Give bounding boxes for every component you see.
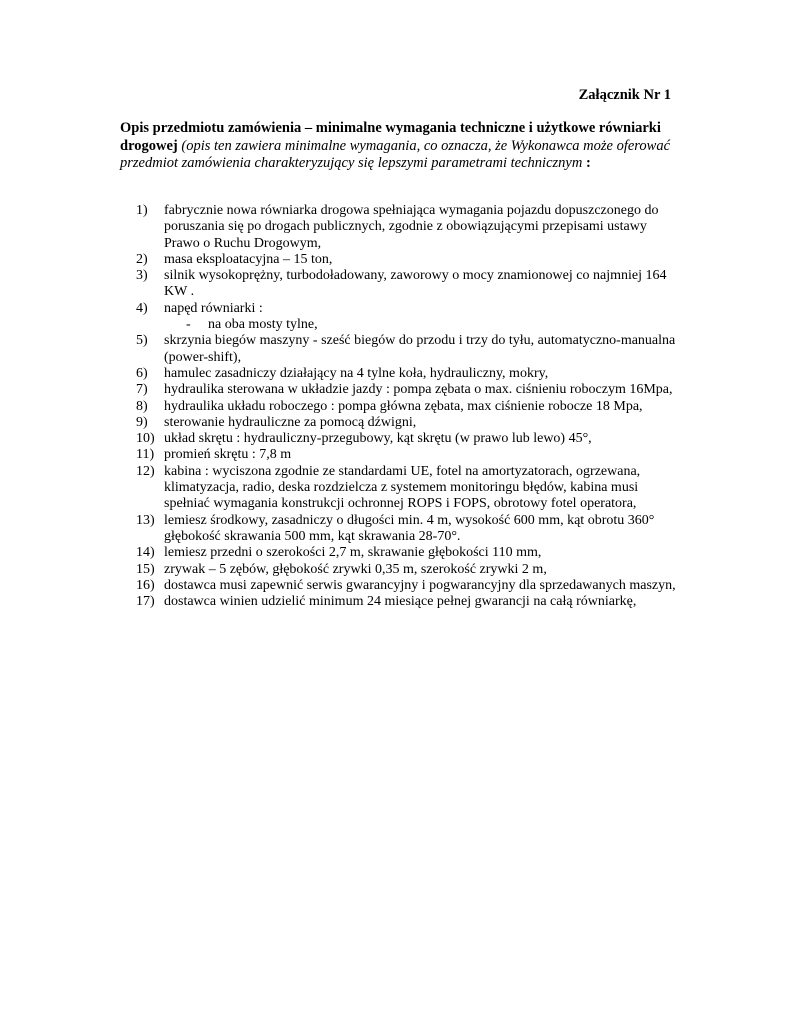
requirement-item bbox=[136, 464, 676, 513]
requirement-item bbox=[136, 594, 676, 610]
requirement-text: promień skrętu : 7,8 m bbox=[164, 447, 292, 463]
title-italic-text: (opis ten zawiera minimalne wymagania, co oznacza, że Wykonawca może oferować przedmiot zamówienia charakteryzujący się lepszymi parametrami technicznym bbox=[120, 137, 671, 171]
requirement-text: dostawca winien udzielić minimum 24 miesiące pełnej gwarancji na całą równiarkę, bbox=[164, 594, 637, 610]
requirement-number: 10) bbox=[136, 431, 155, 447]
requirement-number: 7) bbox=[136, 382, 148, 398]
requirement-item bbox=[136, 447, 676, 463]
requirement-number: 2) bbox=[136, 251, 148, 267]
requirement-item bbox=[136, 382, 676, 398]
requirement-item bbox=[136, 203, 676, 252]
requirement-text: lemiesz przedni o szerokości 2,7 m, skrawanie głębokości 110 mm, bbox=[164, 545, 542, 561]
requirement-item bbox=[136, 252, 676, 268]
requirement-item bbox=[136, 399, 676, 415]
requirement-text: lemiesz środkowy, zasadniczy o długości min. 4 m, wysokość 600 mm, kąt obrotu 360° głębokość skrawania 500 mm, kąt skrawania 28-70°. bbox=[164, 512, 655, 544]
title-colon: : bbox=[582, 155, 591, 171]
requirement-text: napęd równiarki : bbox=[164, 300, 263, 316]
requirement-text: kabina : wyciszona zgodnie ze standardami UE, fotel na amortyzatorach, ogrzewana, klimatyzacja, radio, deska rozdzielcza z systemem monitoringu błędów, kabina musi spełniać wymagania konstrukcji ochronnej ROPS i FOPS, obrotowy fotel operatora, bbox=[164, 463, 641, 512]
requirement-item bbox=[136, 366, 676, 382]
requirement-number: 17) bbox=[136, 594, 155, 610]
requirement-number: 5) bbox=[136, 333, 148, 349]
document-title bbox=[120, 120, 676, 173]
requirement-item bbox=[136, 415, 676, 431]
requirement-number: 3) bbox=[136, 268, 148, 284]
requirement-item bbox=[136, 562, 676, 578]
requirement-item bbox=[136, 268, 676, 301]
requirement-number: 11) bbox=[136, 447, 155, 463]
requirement-text: masa eksploatacyjna – 15 ton, bbox=[164, 251, 333, 267]
requirement-text: sterowanie hydrauliczne za pomocą dźwigni, bbox=[164, 414, 417, 430]
requirement-text: zrywak – 5 zębów, głębokość zrywki 0,35 m, szerokość zrywki 2 m, bbox=[164, 561, 547, 577]
requirement-item bbox=[136, 301, 676, 334]
requirement-text: fabrycznie nowa równiarka drogowa spełniająca wymagania pojazdu dopuszczonego do poruszania się po drogach publicznych, zgodnie z obowiązującymi przepisami ustawy Prawo o Ruchu Drogowym, bbox=[164, 203, 659, 251]
requirements-list bbox=[136, 203, 676, 610]
requirement-item bbox=[136, 545, 676, 561]
requirement-number: 8) bbox=[136, 398, 148, 414]
requirement-number: 12) bbox=[136, 463, 155, 479]
requirement-text: układ skrętu : hydrauliczny-przegubowy, kąt skrętu (w prawo lub lewo) 45°, bbox=[164, 431, 592, 447]
requirement-text: skrzynia biegów maszyny - sześć biegów do przodu i trzy do tyłu, automatyczno-manualna (power-shift), bbox=[164, 333, 676, 365]
title-bold-text: Opis przedmiotu zamówienia – minimalne wymagania techniczne i użytkowe równiarki drogowej bbox=[120, 120, 661, 154]
requirement-text: hydraulika sterowana w układzie jazdy : pompa zębata o max. ciśnieniu roboczym 16Mpa, bbox=[164, 382, 673, 398]
requirement-number: 1) bbox=[136, 203, 148, 218]
requirement-text: hamulec zasadniczy działający na 4 tylne koła, hydrauliczny, mokry, bbox=[164, 365, 549, 381]
requirement-subitem bbox=[164, 317, 676, 333]
requirement-item bbox=[136, 333, 676, 366]
subitem-text: na oba mosty tylne, bbox=[208, 317, 318, 333]
requirement-text: silnik wysokoprężny, turbodoładowany, zaworowy o mocy znamionowej co najmniej 164 KW . bbox=[164, 268, 667, 300]
requirement-text: dostawca musi zapewnić serwis gwarancyjny i pogwarancyjny dla sprzedawanych maszyn, bbox=[164, 577, 676, 593]
requirement-item bbox=[136, 578, 676, 594]
requirement-text: hydraulika układu roboczego : pompa główna zębata, max ciśnienie robocze 18 Mpa, bbox=[164, 398, 643, 414]
requirement-number: 4) bbox=[136, 300, 148, 316]
requirement-number: 9) bbox=[136, 414, 148, 430]
requirement-number: 14) bbox=[136, 545, 155, 561]
requirement-number: 6) bbox=[136, 365, 148, 381]
subitem-dash: - bbox=[186, 317, 191, 333]
annex-label: Załącznik Nr 1 bbox=[578, 87, 671, 103]
requirement-item bbox=[136, 431, 676, 447]
requirement-number: 15) bbox=[136, 561, 155, 577]
requirement-number: 16) bbox=[136, 577, 155, 593]
requirement-item bbox=[136, 513, 676, 546]
requirement-number: 13) bbox=[136, 512, 155, 528]
